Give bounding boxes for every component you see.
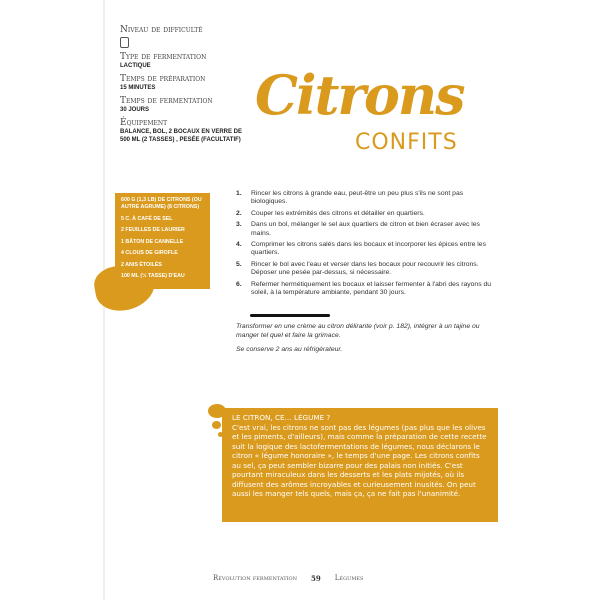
ingredient: 1 BÂTON DE CANNELLE xyxy=(121,238,184,245)
prep-time-label: Temps de préparation xyxy=(120,74,206,84)
step-number: 4. xyxy=(236,241,242,249)
fermentation-type-label: Type de fermentation xyxy=(120,52,207,62)
step xyxy=(236,190,496,207)
splash-dot xyxy=(212,421,221,429)
step xyxy=(236,281,496,298)
step xyxy=(236,241,496,258)
equipment-label: Équipement xyxy=(120,118,168,128)
difficulty-label: Niveau de difficulté xyxy=(120,25,203,35)
footer-book-title: Révolution fermentation xyxy=(213,574,298,582)
step-number: 2. xyxy=(236,209,242,217)
storage-note: Se conserve 2 ans au réfrigérateur. xyxy=(236,346,343,353)
step xyxy=(236,210,496,218)
ingredient: 2 ANIS ÉTOILÉS xyxy=(121,261,162,268)
step-number: 1. xyxy=(236,190,242,197)
step-text: Rincer le bol avec l'eau et verser dans les bocaux pour recouvrir les citrons. Déposer une pesée par-dessus, si nécessaire. xyxy=(251,260,479,277)
step-text: Couper les extrémités des citrons et détailler en quartiers. xyxy=(251,209,425,217)
step-number: 3. xyxy=(236,221,242,229)
prep-time-value: 15 MINUTES xyxy=(120,85,156,91)
jar-icon xyxy=(120,37,129,48)
brush-divider xyxy=(250,314,330,317)
recipe-subtitle: CONFITS xyxy=(355,130,458,155)
ingredient: 2 FEUILLES DE LAURIER xyxy=(121,227,185,233)
ingredient: 600 G (1,3 LB) DE CITRONS (OU AUTRE AGRUME) (8 CITRONS) xyxy=(121,197,202,210)
ingredient: 100 ML (½ TASSE) D'EAU xyxy=(121,273,185,279)
step xyxy=(236,261,496,278)
ingredient: 5 C. À CAFÉ DE SEL xyxy=(121,215,173,222)
fermentation-time-label: Temps de fermentation xyxy=(120,96,213,106)
page-number: 59 xyxy=(311,574,321,583)
step-text: Refermer hermétiquement les bocaux et laisser fermenter à l'abri des rayons du soleil, à la température ambiante, pendant 30 jours. xyxy=(251,280,492,297)
sidebar-box xyxy=(222,408,498,522)
sidebar-title: LE CITRON, CE… LÉGUME ? xyxy=(232,413,331,422)
step-number: 6. xyxy=(236,280,242,288)
fermentation-time-value: 30 JOURS xyxy=(120,107,150,113)
sidebar-body: C'est vrai, les citrons ne sont pas des légumes (pas plus que les olives et les piments, d'ailleurs), mais comme la préparation de cette recette suit la logique des lactofermentations de légumes, nous déclarons le citron « légume honoraire », le temps d'une page. Les citrons confits au sel, ça peut sembler bizarre pour des palais non initiés. C'est pourtant miraculeux dans les desserts et les plats mijotés, où ils diffusent des arômes incroyables et curieusement inusités. On peut aussi les manger tels quels, mais ça, ça ne fait pas l'unanimité. xyxy=(232,422,487,498)
steps-list xyxy=(236,190,496,300)
step-text: Comprimer les citrons salés dans les bocaux et incorporer les épices entre les quartiers. xyxy=(251,241,486,257)
recipe-title: Citrons xyxy=(255,63,464,127)
ingredient: 4 CLOUS DE GIROFLE xyxy=(121,250,178,256)
serving-notes xyxy=(236,322,501,359)
step-text: Dans un bol, mélanger le sel aux quartiers de citron et bien écraser avec les mains. xyxy=(251,221,480,237)
page-footer xyxy=(213,574,363,583)
recipe-meta xyxy=(120,25,245,148)
step-text: Rincer les citrons à grande eau, peut-être un peu plus s'ils ne sont pas biologiques. xyxy=(251,190,464,206)
serving-note: Transformer en une crème au citron délirante (voir p. 182), intégrer à un tajine ou manger tel quel et faire la grimace. xyxy=(236,323,480,339)
fermentation-type-value: LACTIQUE xyxy=(120,63,151,69)
step xyxy=(236,221,496,238)
equipment-value: BALANCE, BOL, 2 BOCAUX EN VERRE DE 500 ML (2 TASSES) , PESÉE (FACULTATIF) xyxy=(120,129,243,143)
footer-section: Légumes xyxy=(334,574,364,582)
ingredients-box xyxy=(115,193,210,289)
step-number: 5. xyxy=(236,260,242,268)
